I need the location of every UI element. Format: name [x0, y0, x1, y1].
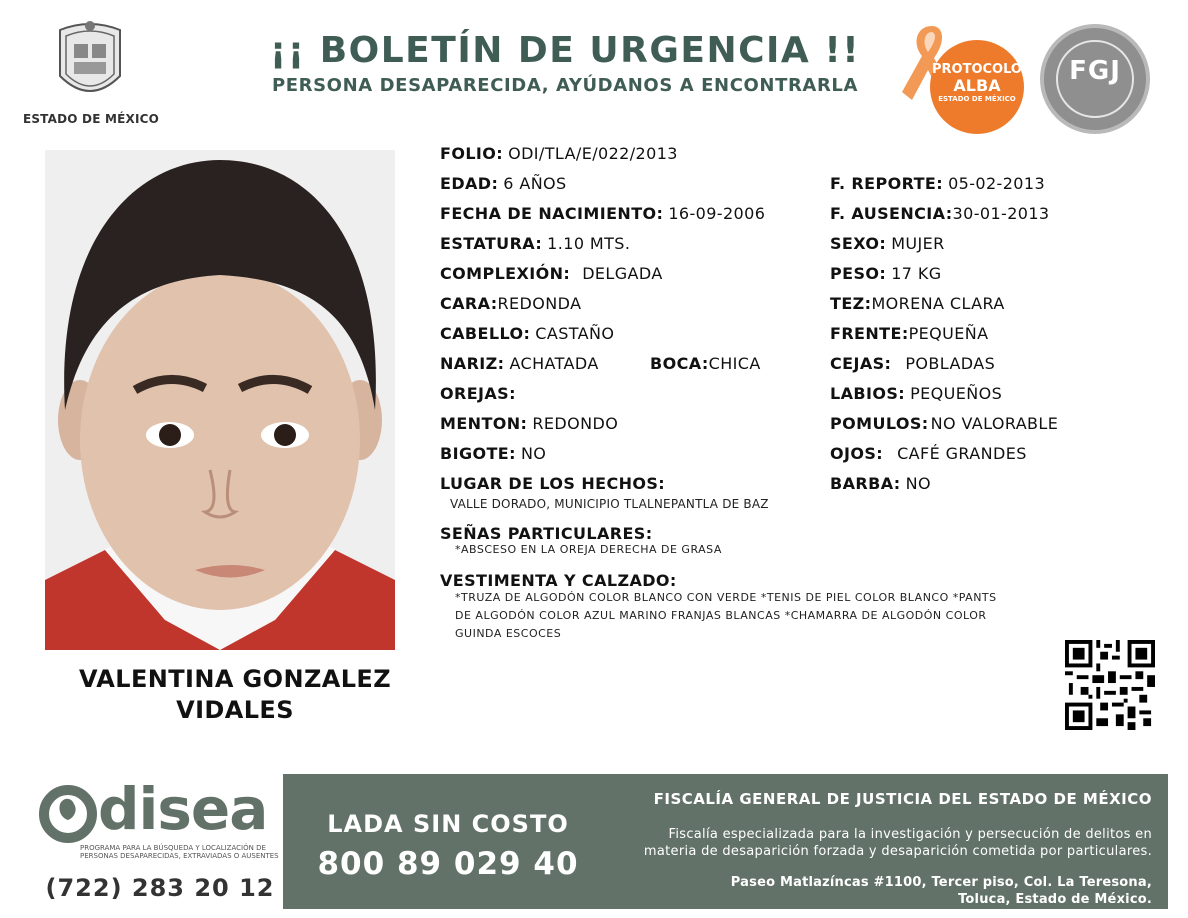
- field-label: FRENTE:: [830, 324, 909, 343]
- field-label: CARA:: [440, 294, 498, 313]
- lugar-value: VALLE DORADO, MUNICIPIO TLALNEPANTLA DE BAZ: [450, 497, 769, 511]
- field-label: TEZ:: [830, 294, 872, 313]
- alba-line3: ESTADO DE MÉXICO: [938, 95, 1016, 103]
- fgj-seal-text: FGJ: [1069, 56, 1121, 86]
- field-value: NO: [905, 474, 931, 493]
- field-bigote: [440, 444, 546, 463]
- field-label: CEJAS:: [830, 354, 892, 373]
- field-label: FOLIO:: [440, 144, 504, 163]
- field-nariz: [440, 354, 599, 373]
- field-value: NO: [520, 444, 547, 463]
- field-value: PEQUEÑOS: [910, 384, 1003, 403]
- name-line-2: VIDALES: [176, 696, 294, 724]
- field-label: EDAD:: [440, 174, 499, 193]
- field-ojos: [830, 444, 1027, 463]
- field-labios: [830, 384, 1002, 403]
- field-label: SEXO:: [830, 234, 887, 253]
- senas-label: SEÑAS PARTICULARES:: [440, 524, 653, 543]
- field-value: POBLADAS: [905, 354, 996, 373]
- fiscalia-description: [600, 826, 1152, 860]
- field-f-ausencia: [830, 204, 1050, 223]
- lada-label: LADA SIN COSTO: [327, 810, 569, 838]
- field-label: FECHA DE NACIMIENTO:: [440, 204, 664, 223]
- odisea-tagline: PROGRAMA PARA LA BÚSQUEDA Y LOCALIZACIÓN DE PERSONAS DESAPARECIDAS, EXTRAVIADAS O AUSENTES: [80, 844, 279, 860]
- field-label: BIGOTE:: [440, 444, 516, 463]
- field-value: REDONDO: [532, 414, 619, 433]
- field-label: COMPLEXIÓN:: [440, 264, 571, 283]
- field-label: F. REPORTE:: [830, 174, 944, 193]
- vestimenta-line-3: GUINDA ESCOCES: [455, 627, 562, 640]
- field-label: BARBA:: [830, 474, 901, 493]
- field-label: ESTATURA:: [440, 234, 543, 253]
- field-label: MENTON:: [440, 414, 528, 433]
- field-label: LABIOS:: [830, 384, 906, 403]
- field-value: REDONDA: [497, 294, 582, 313]
- fiscalia-desc-line-2: materia de desaparición forzada y desaparición cometida por particulares.: [643, 844, 1152, 859]
- field-sexo: [830, 234, 945, 253]
- field-orejas: [440, 384, 521, 403]
- qr-code-icon[interactable]: [1064, 640, 1156, 730]
- address-line-2: Toluca, Estado de México.: [958, 892, 1152, 907]
- fiscalia-title: FISCALÍA GENERAL DE JUSTICIA DEL ESTADO DE MÉXICO: [653, 790, 1152, 808]
- field-estatura: [440, 234, 630, 253]
- odisea-brand: disea: [98, 775, 268, 843]
- missing-person-photo: [45, 150, 395, 650]
- field-menton: [440, 414, 618, 433]
- field-label: OREJAS:: [440, 384, 516, 403]
- field-label: OJOS:: [830, 444, 884, 463]
- field-label: PESO:: [830, 264, 887, 283]
- bulletin-subtitle: PERSONA DESAPARECIDA, AYÚDANOS A ENCONTRARLA: [271, 75, 859, 96]
- field-value: 30-01-2013: [952, 204, 1050, 223]
- field-value: 05-02-2013: [948, 174, 1046, 193]
- field-boca: [650, 354, 761, 373]
- field-folio: [440, 144, 678, 163]
- fgj-seal: [1040, 24, 1150, 134]
- field-value: 6 AÑOS: [503, 174, 567, 193]
- field-value: ODI/TLA/E/022/2013: [508, 144, 678, 163]
- state-label: ESTADO DE MÉXICO: [22, 112, 160, 126]
- estado-de-mexico-crest: [50, 20, 130, 108]
- field-label: NARIZ:: [440, 354, 505, 373]
- protocolo-alba-badge: [930, 40, 1024, 134]
- field-value: 17 KG: [891, 264, 942, 283]
- missing-person-name: [45, 664, 425, 726]
- fiscalia-address: [600, 874, 1152, 908]
- field-pomulos: [830, 414, 1058, 433]
- vestimenta-line-2: DE ALGODÓN COLOR AZUL MARINO FRANJAS BLANCAS *CHAMARRA DE ALGODÓN COLOR: [455, 609, 987, 622]
- address-line-1: Paseo Matlazíncas #1100, Tercer piso, Col. La Teresona,: [730, 875, 1152, 890]
- lada-number[interactable]: 800 89 029 40: [317, 846, 579, 882]
- field-complexion: [440, 264, 663, 283]
- fiscalia-desc-line-1: Fiscalía especializada para la investigación y persecución de delitos en: [668, 827, 1152, 842]
- field-value: CASTAÑO: [535, 324, 615, 343]
- field-value: PEQUEÑA: [908, 324, 989, 343]
- odisea-phone[interactable]: (722) 283 20 12: [45, 874, 275, 902]
- field-edad: [440, 174, 567, 193]
- alba-line1: PROTOCOLO: [932, 62, 1022, 77]
- lugar-label: LUGAR DE LOS HECHOS:: [440, 474, 666, 493]
- bulletin-title: ¡¡ BOLETÍN DE URGENCIA !!: [269, 30, 861, 71]
- field-cabello: [440, 324, 614, 343]
- field-label: POMULOS:: [830, 414, 929, 433]
- field-value: 1.10 MTS.: [547, 234, 631, 253]
- field-value: DELGADA: [582, 264, 663, 283]
- field-tez: [830, 294, 1005, 313]
- name-line-1: VALENTINA GONZALEZ: [78, 665, 392, 693]
- field-barba: [830, 474, 931, 493]
- field-cara: [440, 294, 581, 313]
- vestimenta-label: VESTIMENTA Y CALZADO:: [440, 571, 677, 590]
- field-label: BOCA:: [650, 354, 709, 373]
- field-value: CHICA: [708, 354, 761, 373]
- field-value: NO VALORABLE: [930, 414, 1059, 433]
- field-frente: [830, 324, 989, 343]
- vestimenta-line-1: *TRUZA DE ALGODÓN COLOR BLANCO CON VERDE *TENIS DE PIEL COLOR BLANCO *PANTS: [455, 591, 997, 604]
- field-value: 16-09-2006: [668, 204, 766, 223]
- field-peso: [830, 264, 942, 283]
- portrait-image: [45, 150, 395, 650]
- senas-value: *ABSCESO EN LA OREJA DERECHA DE GRASA: [455, 543, 722, 556]
- field-f-reporte: [830, 174, 1045, 193]
- field-label: CABELLO:: [440, 324, 531, 343]
- field-value: ACHATADA: [509, 354, 599, 373]
- field-fecha-nacimiento: [440, 204, 765, 223]
- field-value: CAFÉ GRANDES: [897, 444, 1027, 463]
- field-value: MORENA CLARA: [871, 294, 1005, 313]
- alba-line2: ALBA: [953, 76, 1001, 95]
- field-label: F. AUSENCIA:: [830, 204, 953, 223]
- field-cejas: [830, 354, 995, 373]
- field-value: MUJER: [891, 234, 945, 253]
